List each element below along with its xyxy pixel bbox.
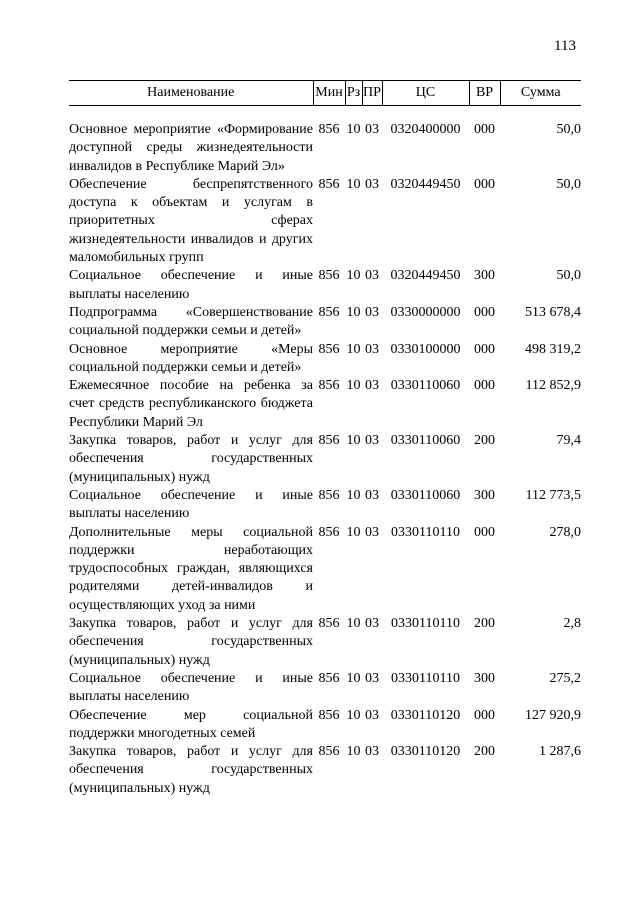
- row-cs: 0330000000: [390, 304, 461, 320]
- header-row: [69, 81, 581, 106]
- row-min: 856: [318, 341, 340, 357]
- row-rz: 10: [346, 524, 361, 540]
- row-cs: 0320449450: [390, 268, 461, 284]
- row-pr: 03: [365, 433, 379, 449]
- row-rz: 10: [346, 433, 361, 449]
- row-min: 856: [318, 176, 340, 192]
- row-vr: 000: [474, 341, 495, 357]
- row-vr: 200: [474, 616, 495, 632]
- row-pr: 03: [365, 378, 379, 394]
- table-row: [69, 524, 581, 615]
- row-name: Закупка товаров, работ и услуг для обеспечения государственных (муниципальных) нужд: [69, 744, 313, 796]
- row-min: 856: [318, 304, 340, 320]
- row-vr: 200: [474, 433, 495, 449]
- table-row: [69, 487, 581, 524]
- table-row: [69, 176, 581, 267]
- row-vr: 300: [474, 670, 495, 686]
- row-rz: 10: [346, 670, 361, 686]
- row-sum: 498 319,2: [525, 341, 581, 357]
- row-name: Ежемесячное пособие на ребенка за счет средств республиканского бюджета Республики Марий Эл: [69, 378, 313, 430]
- row-pr: 03: [365, 304, 379, 320]
- table-row: [69, 377, 581, 432]
- page-number: 113: [554, 38, 576, 54]
- row-name: Основное мероприятие «Меры социальной поддержки семьи и детей»: [69, 341, 313, 375]
- row-vr: 000: [474, 304, 495, 320]
- row-pr: 03: [365, 268, 379, 284]
- row-min: 856: [318, 122, 340, 137]
- row-pr: 03: [365, 670, 379, 686]
- row-sum: 127 920,9: [525, 707, 581, 723]
- row-sum: 275,2: [549, 670, 581, 686]
- table-row: [69, 341, 581, 378]
- row-name: Обеспечение беспрепятственного доступа к объектам и услугам в приоритетных сферах жизнедеятельности инвалидов и других маломобильных групп: [69, 176, 313, 266]
- row-min: 856: [318, 268, 340, 284]
- row-vr: 300: [474, 268, 495, 284]
- row-min: 856: [318, 744, 340, 760]
- row-rz: 10: [346, 616, 361, 632]
- row-rz: 10: [346, 707, 361, 723]
- row-rz: 10: [346, 378, 361, 394]
- row-name: Социальное обеспечение и иные выплаты населению: [69, 268, 313, 302]
- row-rz: 10: [346, 304, 361, 320]
- row-cs: 0330110060: [390, 433, 461, 449]
- row-pr: 03: [365, 616, 379, 632]
- row-sum: 1 287,6: [539, 744, 581, 760]
- budget-table: [69, 80, 581, 798]
- row-cs: 0330110060: [390, 487, 461, 503]
- row-pr: 03: [365, 176, 379, 192]
- row-rz: 10: [346, 744, 361, 760]
- row-pr: 03: [365, 487, 379, 503]
- row-cs: 0330110110: [391, 616, 460, 632]
- row-name: Закупка товаров, работ и услуг для обеспечения государственных (муниципальных) нужд: [69, 433, 313, 485]
- row-sum: 112 852,9: [525, 378, 581, 394]
- row-sum: 50,0: [556, 268, 581, 284]
- row-min: 856: [318, 433, 340, 449]
- table-row: [69, 267, 581, 304]
- row-pr: 03: [365, 122, 379, 137]
- row-name: Подпрограмма «Совершенствование социальной поддержки семьи и детей»: [69, 304, 313, 339]
- row-name: Основное мероприятие «Формирование доступной среды жизнедеятельности инвалидов в Республике Марий Эл»: [69, 122, 313, 174]
- table-row: [69, 707, 581, 744]
- header-vr: ВР: [469, 81, 500, 106]
- row-cs: 0330110120: [390, 744, 461, 760]
- table-row: [69, 615, 581, 670]
- row-name: Закупка товаров, работ и услуг для обеспечения государственных (муниципальных) нужд: [69, 616, 313, 668]
- row-vr: 000: [474, 707, 495, 723]
- row-sum: 50,0: [556, 176, 581, 192]
- row-cs: 0320449450: [390, 176, 461, 192]
- row-sum: 2,8: [563, 616, 581, 632]
- row-min: 856: [318, 707, 340, 723]
- table-row: [69, 670, 581, 707]
- row-cs: 0330110110: [391, 670, 460, 686]
- table-row: [69, 121, 581, 176]
- row-pr: 03: [365, 707, 379, 723]
- header-rz: Рз: [345, 81, 362, 106]
- row-min: 856: [318, 524, 340, 540]
- row-name: Социальное обеспечение и иные выплаты населению: [69, 670, 313, 705]
- row-rz: 10: [346, 341, 361, 357]
- row-vr: 000: [474, 176, 495, 192]
- row-vr: 000: [474, 378, 495, 394]
- table-row: [69, 432, 581, 487]
- spacer-row: [69, 106, 581, 122]
- row-sum: 278,0: [549, 524, 581, 540]
- row-cs: 0330100000: [390, 341, 461, 357]
- row-sum: 112 773,5: [525, 487, 581, 503]
- row-cs: 0330110120: [390, 707, 461, 723]
- row-name: Социальное обеспечение и иные выплаты населению: [69, 487, 313, 522]
- row-min: 856: [318, 670, 340, 686]
- row-rz: 10: [346, 122, 361, 137]
- table-row: [69, 743, 581, 798]
- row-pr: 03: [365, 744, 379, 760]
- row-pr: 03: [365, 524, 379, 540]
- row-vr: 200: [474, 744, 495, 760]
- row-sum: 513 678,4: [525, 304, 581, 320]
- row-vr: 300: [474, 487, 495, 503]
- header-sum: Сумма: [500, 81, 581, 106]
- row-min: 856: [318, 378, 340, 394]
- table-row: [69, 304, 581, 341]
- header-name: Наименование: [69, 81, 313, 106]
- row-min: 856: [318, 616, 340, 632]
- row-cs: 0330110060: [390, 378, 461, 394]
- row-sum: 50,0: [556, 122, 581, 137]
- header-cs: ЦС: [382, 81, 469, 106]
- row-cs: 0320400000: [390, 122, 461, 137]
- row-sum: 79,4: [556, 433, 581, 449]
- row-pr: 03: [365, 341, 379, 357]
- row-rz: 10: [346, 268, 361, 284]
- row-rz: 10: [346, 176, 361, 192]
- header-min: Мин: [313, 81, 345, 106]
- row-vr: 000: [474, 524, 495, 540]
- header-pr: ПР: [362, 81, 382, 106]
- row-name: Обеспечение мер социальной поддержки многодетных семей: [69, 707, 313, 741]
- row-cs: 0330110110: [391, 524, 460, 540]
- row-rz: 10: [346, 487, 361, 503]
- row-min: 856: [318, 487, 340, 503]
- row-name: Дополнительные меры социальной поддержки неработающих трудоспособных граждан, являющихся родителями детей-инвалидов и осуществляющих уход за ними: [69, 524, 313, 613]
- row-vr: 000: [474, 122, 495, 137]
